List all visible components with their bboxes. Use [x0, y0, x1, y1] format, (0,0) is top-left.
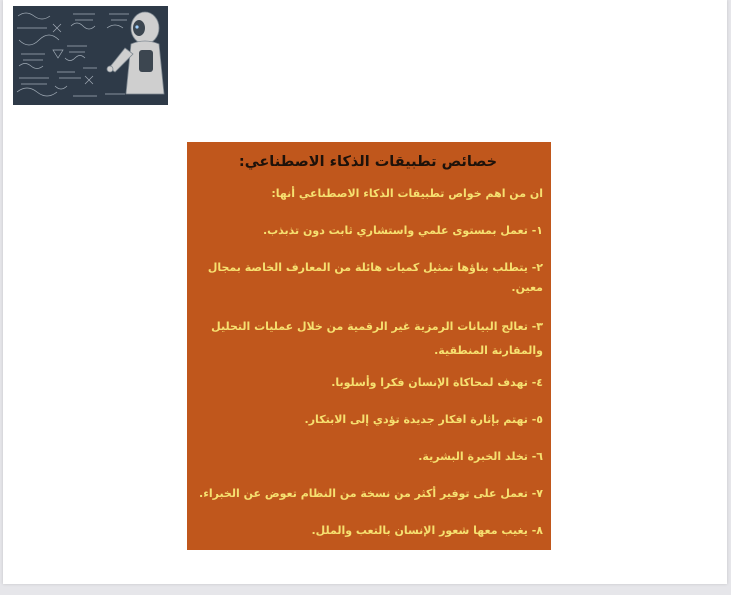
list-item: ٥- تهتم بإثارة افكار جديدة تؤدي إلى الابتكار. — [304, 413, 543, 426]
robot-image — [13, 6, 168, 105]
list-item: ١- تعمل بمستوى علمي واستشاري ثابت دون تذبذب. — [262, 224, 543, 237]
document-page — [3, 0, 727, 584]
list-item: ٨- يغيب معها شعور الإنسان بالتعب والملل. — [311, 524, 543, 537]
list-item: ٧- تعمل على توفير أكثر من نسخة من النظام تعوض عن الخبراء. — [199, 487, 543, 500]
list-item: ٦- تخلد الخبرة البشرية. — [418, 450, 543, 463]
ai-characteristics-box — [187, 142, 551, 550]
box-intro: ان من اهم خواص تطبيقات الذكاء الاصطناعي أنها: — [271, 187, 543, 200]
box-title: خصائص تطبيقات الذكاء الاصطناعي: — [238, 154, 498, 170]
list-item: ٤- تهدف لمحاكاة الإنسان فكرا وأسلوبا. — [331, 376, 543, 389]
list-item: ٢- يتطلب بناؤها تمثيل كميات هائلة من المعارف الخاصة بمجال معين. — [207, 261, 543, 294]
list-item: ٣- تعالج البيانات الرمزية غير الرقمية من خلال عمليات التحليل والمقارنة المنطقية. — [211, 320, 543, 357]
robot-chalkboard-icon — [13, 6, 168, 105]
